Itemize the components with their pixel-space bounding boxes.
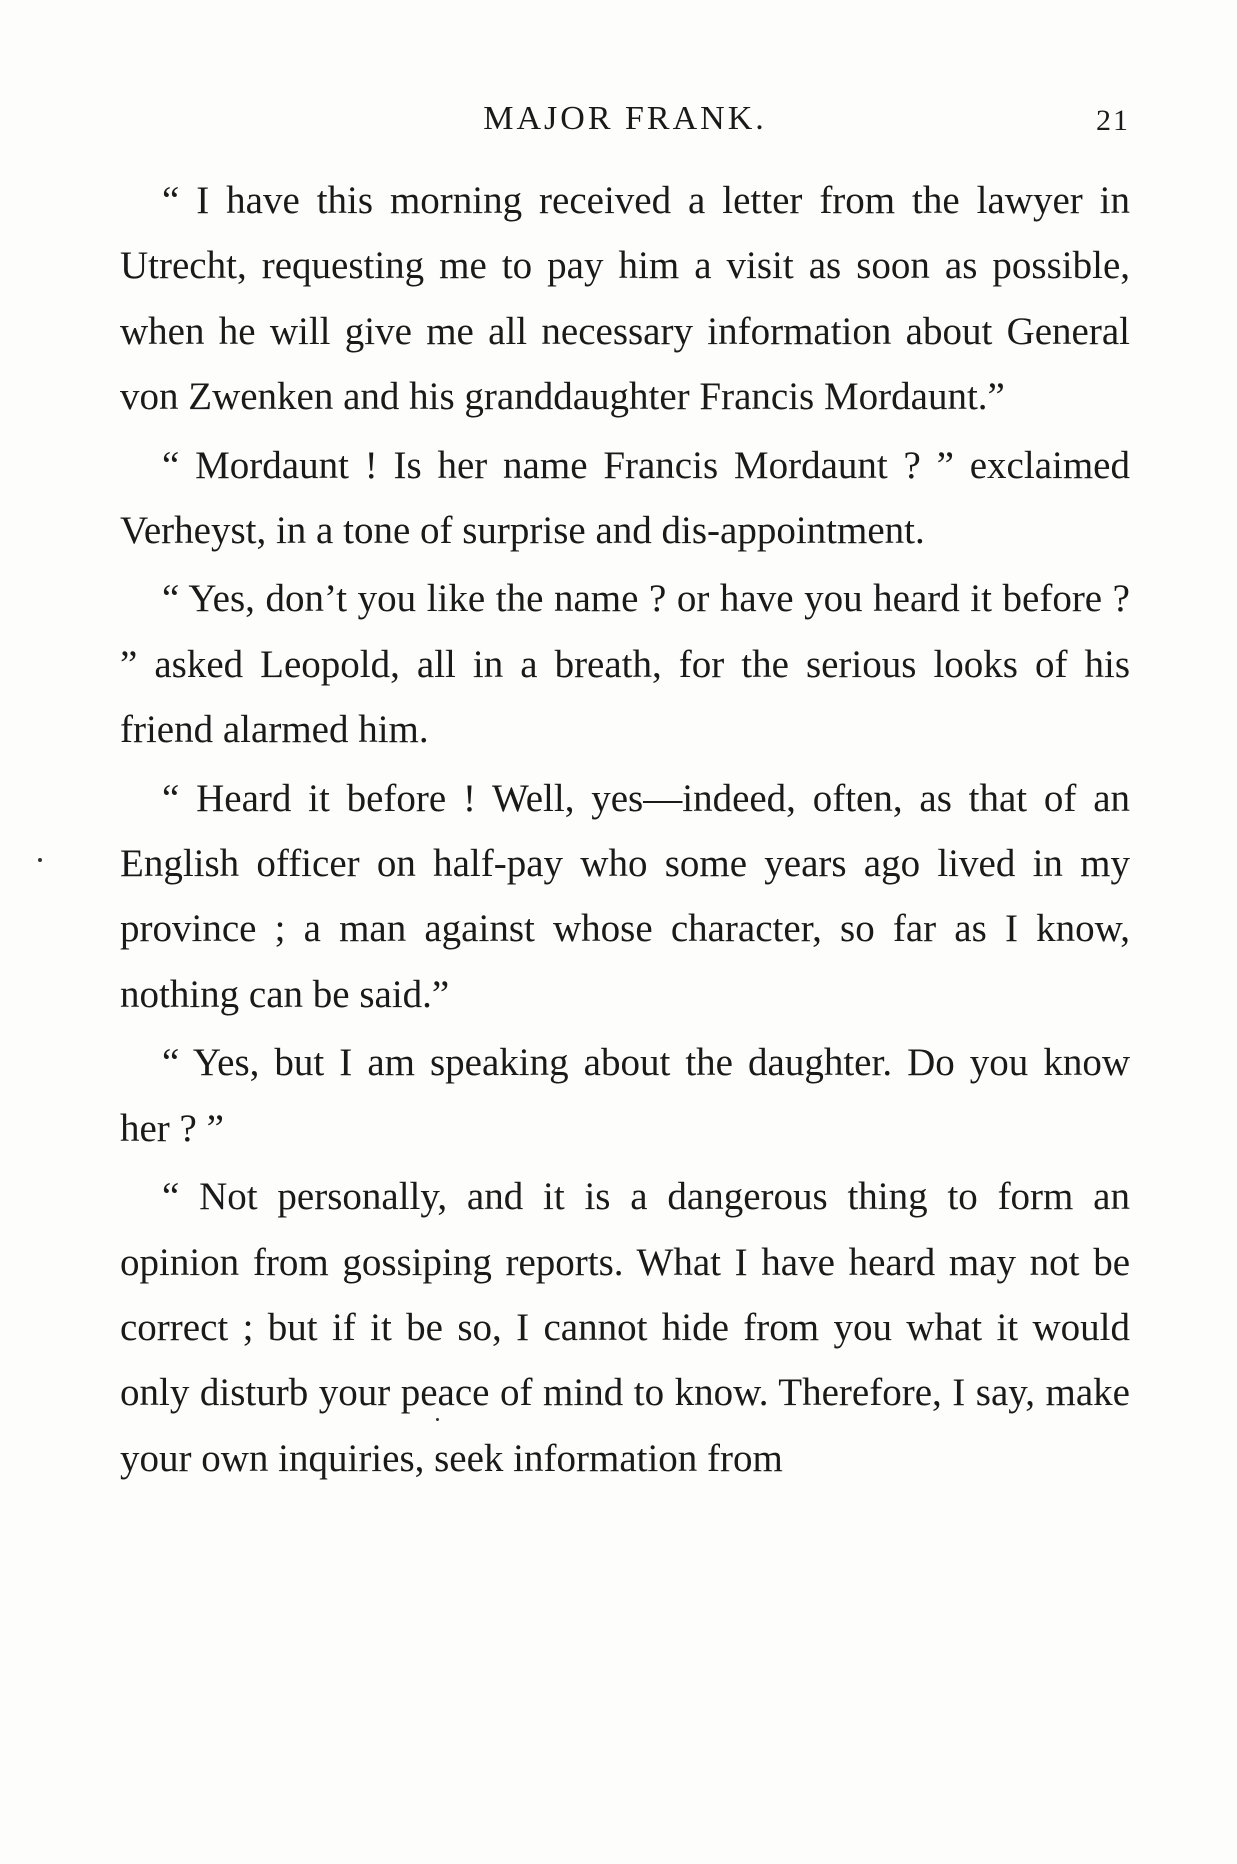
paragraph: “ Yes, but I am speaking about the daughter. Do you know her ? ” [120,1041,1130,1150]
scan-speck [38,858,42,862]
body-text [120,168,1130,1494]
running-title: MAJOR FRANK. [483,100,767,137]
paragraph: “ Not personally, and it is a dangerous thing to form an opinion from gossiping reports. What I have heard may not be correct ; but if it be so, I cannot hide from you what it would only disturb your peace of mind to know. Therefore, I say, make your own inquiries, seek information from [120,1175,1130,1480]
paragraph: “ I have this morning received a letter from the lawyer in Utrecht, requesting me to pay him a visit as soon as possible, when he will give me all necessary information about General von Zwenken and his granddaughter Francis Mordaunt.” [120,179,1130,419]
paragraph: “ Mordaunt ! Is her name Francis Mordaunt ? ” exclaimed Verheyst, in a tone of surprise and dis-appointment. [120,443,1130,553]
page-number: 21 [1096,104,1130,137]
scan-speck [436,1418,439,1421]
page-header [120,100,1130,150]
paragraph: “ Yes, don’t you like the name ? or have you heard it before ? ” asked Leopold, all in a breath, for the serious looks of his friend alarmed him. [120,577,1130,752]
paragraph: “ Heard it before ! Well, yes—indeed, often, as that of an English officer on half-pay who some years ago lived in my province ; a man against whose character, so far as I know, nothing can be said.” [120,776,1130,1016]
